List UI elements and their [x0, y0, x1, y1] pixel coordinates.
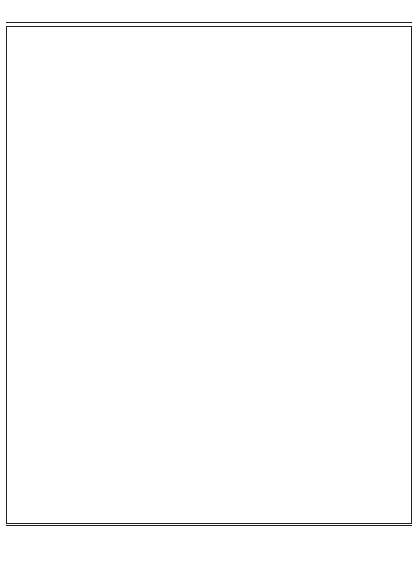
- issue-code: [10, 552, 40, 560]
- notice-body-text: [11, 30, 407, 520]
- signature-line: [6, 534, 412, 548]
- notice-header: [6, 4, 412, 23]
- notice-body-frame: [6, 26, 412, 524]
- notice-footer: [6, 525, 412, 570]
- notice-title: [179, 7, 239, 19]
